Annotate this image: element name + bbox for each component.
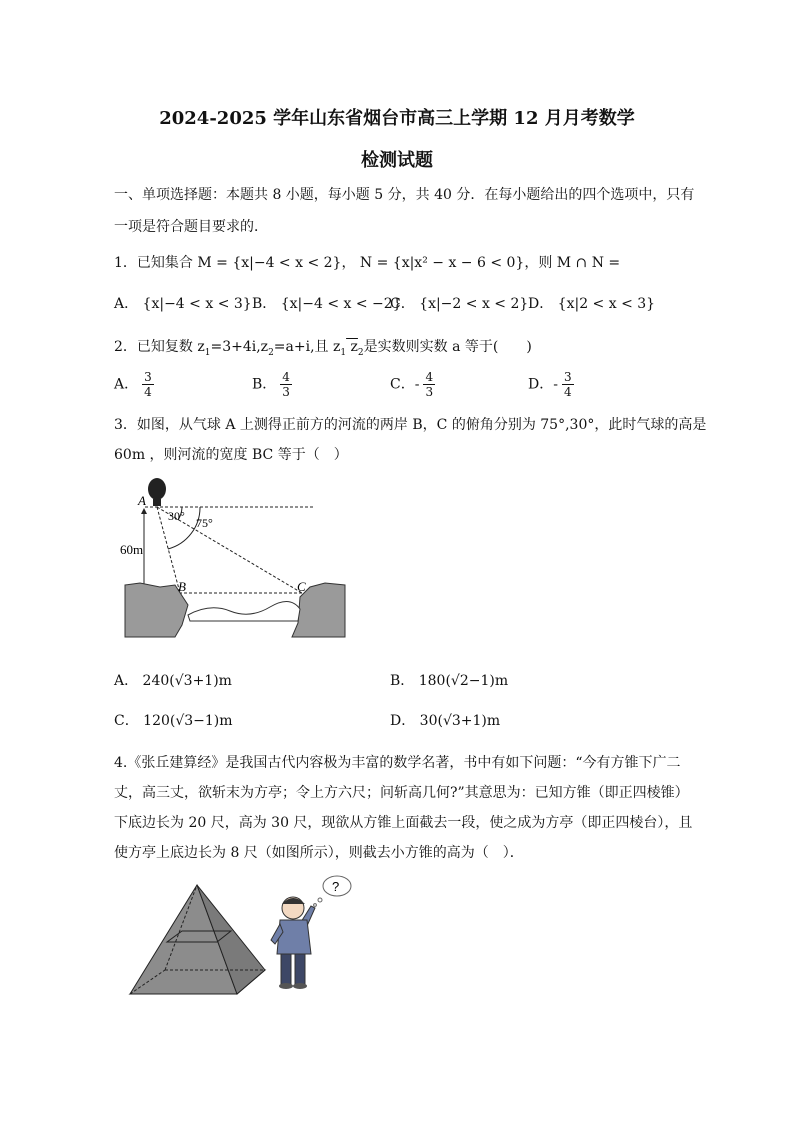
label-angle-75: 75° bbox=[196, 516, 213, 530]
bubble-dot-1 bbox=[318, 898, 322, 902]
q2-option-d-num: 3 bbox=[563, 370, 572, 384]
q2-sub-2b: 2 bbox=[357, 347, 364, 358]
q1-option-d: D． {x|2 < x < 3} bbox=[528, 296, 656, 312]
q2-option-a bbox=[114, 370, 154, 399]
person-leg-right bbox=[295, 954, 305, 984]
q3-option-a: A． 240(√3+1)m bbox=[114, 673, 232, 689]
q1-option-a: A． {x|−4 < x < 3} bbox=[114, 296, 252, 312]
person-shoe-right bbox=[293, 983, 307, 989]
q2-option-a-fraction bbox=[142, 370, 154, 399]
arrow-up bbox=[141, 508, 147, 514]
q2-option-c-label: C． bbox=[390, 376, 415, 393]
q3-option-c: C． 120(√3−1)m bbox=[114, 713, 233, 729]
q2-sub-1: 1 bbox=[204, 347, 211, 358]
q2-option-a-den: 4 bbox=[144, 385, 152, 399]
q2-text-c: =a+i,且 z bbox=[273, 339, 341, 355]
question-3-text-line2: 60m ，则河流的宽度 BC 等于（ ） bbox=[114, 447, 348, 463]
question-4-text-line4: 使方亭上底边长为 8 尺（如图所示），则截去小方锥的高为（ ）． bbox=[114, 845, 524, 861]
question-mark: ? bbox=[332, 879, 340, 894]
balloon-basket bbox=[153, 499, 161, 506]
thinking-person-illustration bbox=[265, 872, 365, 997]
question-3-text: 3．如图，从气球 A 上测得正前方的河流的两岸 B，C 的俯角分别为 75°,30°，此时气球的高是 bbox=[114, 417, 707, 433]
question-4-text-line2: 丈，高三丈，欲斩末为方亭；令上方六尺；问斩高几何?”其意思为：已知方锥（即正四棱锥） bbox=[114, 785, 689, 801]
q2-option-c-num: 4 bbox=[425, 370, 434, 384]
q2-option-b-fraction bbox=[280, 370, 292, 399]
question-4-text: 4.《张丘建算经》是我国古代内容极为丰富的数学名著，书中有如下问题：“今有方锥下广二 bbox=[114, 755, 681, 771]
person-leg-left bbox=[281, 954, 291, 984]
bubble-dot-2 bbox=[314, 904, 317, 907]
person-shoe-left bbox=[279, 983, 293, 989]
q2-option-d-den: 4 bbox=[563, 385, 572, 399]
q3-option-d: D． 30(√3+1)m bbox=[390, 713, 501, 729]
label-height: 60m bbox=[120, 542, 144, 557]
q2-option-c-fraction bbox=[423, 370, 435, 399]
label-b: B bbox=[178, 579, 186, 594]
q1-option-c: C． {x|−2 < x < 2} bbox=[390, 296, 529, 312]
q2-option-d bbox=[528, 370, 574, 399]
q2-sub-2: 2 bbox=[268, 347, 274, 358]
q2-text-d: z bbox=[346, 339, 358, 355]
q2-option-a-label: A． bbox=[114, 376, 139, 393]
document-title: 2024-2025 学年山东省烟台市高三上学期 12 月月考数学 bbox=[159, 108, 635, 129]
q2-text-e: 是实数则实数 a 等于( ) bbox=[363, 339, 532, 355]
question-1-text: 1．已知集合 M = {x|−4 < x < 2}， N = {x|x² − x − 6 < 0}，则 M ∩ N = bbox=[114, 255, 621, 271]
q2-text-b: =3+4i,z bbox=[210, 339, 269, 355]
q3-option-b: B． 180(√2−1)m bbox=[390, 673, 509, 689]
document-title-line2: 检测试题 bbox=[361, 150, 433, 171]
section-instructions-line2: 一项是符合题目要求的． bbox=[114, 219, 268, 235]
q2-sub-1b: 1 bbox=[340, 347, 347, 358]
question-4-text-line3: 下底边长为 20 尺，高为 30 尺，现欲从方锥上面截去一段，使之成为方亭（即正四棱台），且 bbox=[114, 815, 693, 831]
q2-option-b bbox=[252, 370, 292, 399]
person-body bbox=[277, 920, 311, 954]
q2-option-c-sign: - bbox=[414, 376, 420, 393]
q2-option-c-den: 3 bbox=[425, 385, 434, 399]
river bbox=[188, 601, 300, 621]
balloon-river-figure bbox=[120, 475, 350, 645]
q1-option-b: B． {x|−4 < x < −2} bbox=[252, 296, 402, 312]
q2-option-a-num: 3 bbox=[144, 370, 152, 384]
q2-option-c bbox=[390, 370, 435, 399]
balloon-icon bbox=[148, 478, 166, 500]
pyramid-figure bbox=[125, 880, 275, 1000]
label-angle-30: 30° bbox=[168, 509, 185, 523]
q2-option-d-fraction bbox=[562, 370, 574, 399]
q2-option-d-sign: - bbox=[553, 376, 558, 393]
section-instructions: 一、单项选择题：本题共 8 小题，每小题 5 分，共 40 分．在每小题给出的四个选项中，只有 bbox=[114, 187, 695, 203]
question-2-text bbox=[114, 336, 532, 358]
q2-option-b-label: B． bbox=[252, 376, 277, 393]
q2-text-a: 2．已知复数 z bbox=[114, 339, 205, 355]
label-a: A bbox=[138, 493, 146, 508]
q2-option-b-den: 3 bbox=[282, 385, 290, 399]
q2-option-d-label: D． bbox=[528, 376, 554, 393]
q2-option-b-num: 4 bbox=[282, 370, 290, 384]
label-c: C bbox=[297, 579, 306, 594]
